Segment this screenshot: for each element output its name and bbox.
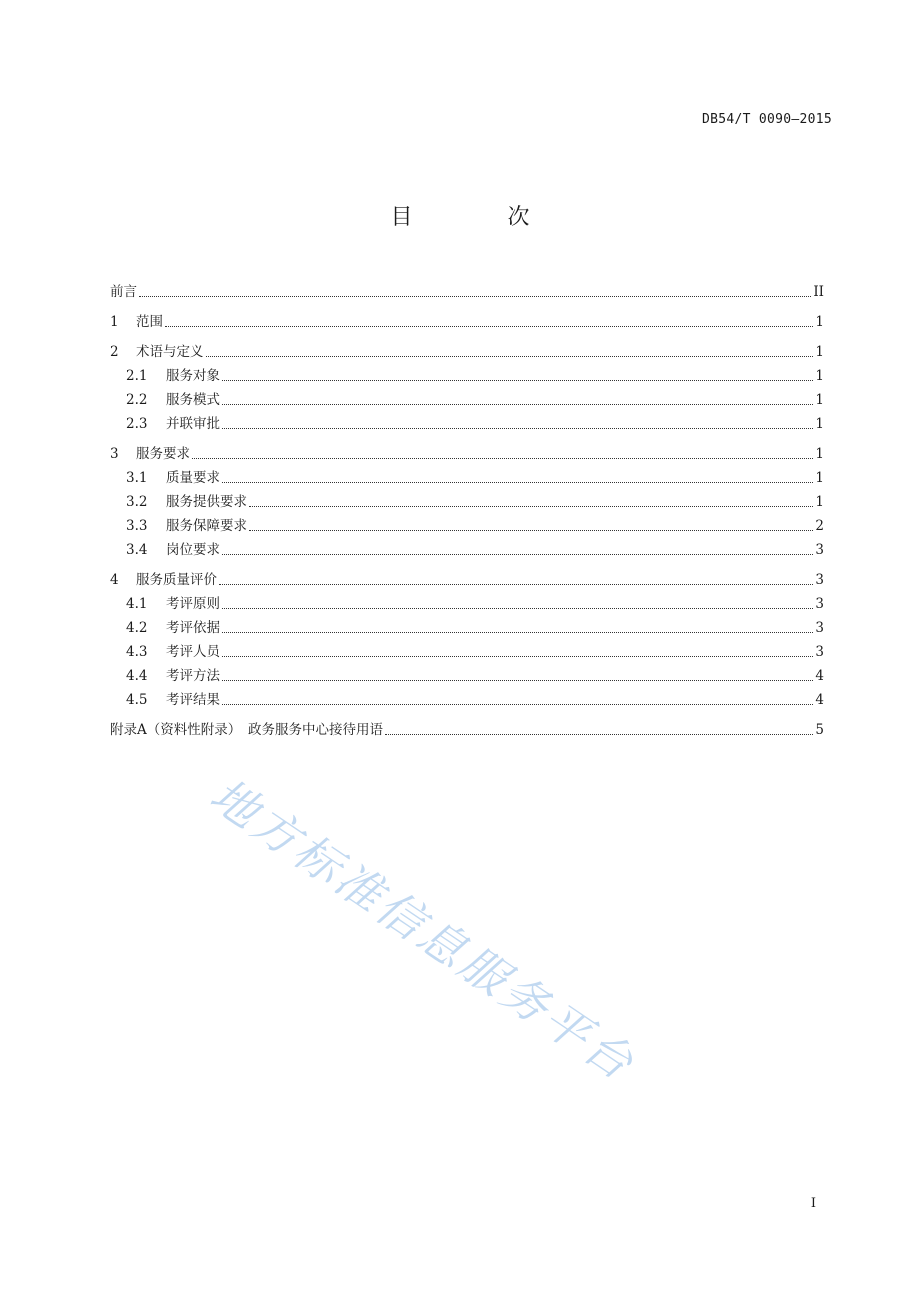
toc-entry[interactable] <box>110 512 824 536</box>
toc-entry-label: 服务提供要求 <box>166 494 247 510</box>
toc-entry[interactable] <box>110 440 824 464</box>
toc-entry-page: 2 <box>815 518 824 534</box>
toc-dot-leader <box>222 380 813 381</box>
toc-entry[interactable] <box>110 464 824 488</box>
toc-entry-number: 2.1 <box>126 368 148 384</box>
toc-entry[interactable] <box>110 488 824 512</box>
toc-entry-page: 3 <box>815 572 824 588</box>
toc-entry-number: 2.2 <box>126 392 148 408</box>
toc-entry-page: 1 <box>815 416 824 432</box>
toc-entry[interactable] <box>110 278 824 302</box>
toc-entry-number: 4.5 <box>126 692 148 708</box>
toc-entry-page: 1 <box>815 368 824 384</box>
toc-entry[interactable] <box>110 686 824 710</box>
toc-entry-number: 4.4 <box>126 668 148 684</box>
toc-entry-number: 3.3 <box>126 518 148 534</box>
toc-entry-number: 4.2 <box>126 620 148 636</box>
document-code: DB54/T 0090—2015 <box>701 112 832 127</box>
toc-entry-number: 2 <box>110 344 119 360</box>
toc-dot-leader <box>206 356 814 357</box>
toc-entry-page: 1 <box>815 344 824 360</box>
toc-dot-leader <box>249 506 813 507</box>
toc-entry[interactable] <box>110 362 824 386</box>
toc-entry-label: 考评人员 <box>166 644 220 660</box>
toc-entry-number: 3 <box>110 446 119 462</box>
toc-entry[interactable] <box>110 590 824 614</box>
toc-entry-label: 考评结果 <box>166 692 220 708</box>
toc-entry-number: 3.4 <box>126 542 148 558</box>
toc-entry-number: 4.3 <box>126 644 148 660</box>
toc-dot-leader <box>222 656 813 657</box>
toc-entry[interactable] <box>110 638 824 662</box>
toc-entry[interactable] <box>110 410 824 434</box>
toc-entry-label: 术语与定义 <box>136 344 204 360</box>
toc-dot-leader <box>222 554 813 555</box>
toc-entry[interactable] <box>110 386 824 410</box>
toc-dot-leader <box>222 482 813 483</box>
toc-entry-label: 服务保障要求 <box>166 518 247 534</box>
toc-entry[interactable] <box>110 614 824 638</box>
toc-entry-number: 2.3 <box>126 416 148 432</box>
toc-entry-label: 服务质量评价 <box>136 572 217 588</box>
toc-entry-page: 1 <box>815 392 824 408</box>
toc-dot-leader <box>385 734 813 735</box>
table-of-contents <box>110 278 824 740</box>
toc-entry-label: 范围 <box>136 314 163 330</box>
toc-entry-label: 考评依据 <box>166 620 220 636</box>
toc-entry-number: 3.2 <box>126 494 148 510</box>
toc-dot-leader <box>219 584 813 585</box>
watermark-text: 地方标准信息服务平台 <box>200 767 646 1092</box>
toc-entry[interactable] <box>110 566 824 590</box>
toc-entry-label: 岗位要求 <box>166 542 220 558</box>
toc-entry[interactable] <box>110 536 824 560</box>
toc-entry-page: 1 <box>815 446 824 462</box>
page-number: I <box>810 1196 816 1211</box>
toc-entry[interactable] <box>110 662 824 686</box>
page-title: 目 次 <box>390 205 574 230</box>
toc-dot-leader <box>222 632 813 633</box>
toc-entry[interactable] <box>110 716 824 740</box>
toc-entry-page: 1 <box>815 494 824 510</box>
toc-dot-leader <box>222 704 813 705</box>
toc-entry-number: 3.1 <box>126 470 148 486</box>
toc-dot-leader <box>222 428 813 429</box>
toc-dot-leader <box>222 404 813 405</box>
toc-entry-page: 4 <box>815 668 824 684</box>
toc-entry-page: 5 <box>815 722 824 738</box>
toc-entry-label: 考评原则 <box>166 596 220 612</box>
toc-entry-label: 前言 <box>110 284 137 300</box>
toc-entry-label: 服务模式 <box>166 392 220 408</box>
toc-entry[interactable] <box>110 308 824 332</box>
toc-entry-number: 4.1 <box>126 596 148 612</box>
toc-entry-page: 1 <box>815 470 824 486</box>
toc-dot-leader <box>222 680 813 681</box>
toc-dot-leader <box>249 530 813 531</box>
toc-entry-number: 4 <box>110 572 119 588</box>
toc-entry-page: 3 <box>815 542 824 558</box>
toc-entry-label: 并联审批 <box>166 416 220 432</box>
toc-entry-page: 1 <box>815 314 824 330</box>
toc-entry-label: 考评方法 <box>166 668 220 684</box>
toc-dot-leader <box>165 326 813 327</box>
toc-entry-label: 服务对象 <box>166 368 220 384</box>
toc-entry-page: 3 <box>815 596 824 612</box>
toc-dot-leader <box>192 458 813 459</box>
toc-entry[interactable] <box>110 338 824 362</box>
toc-entry-label: 质量要求 <box>166 470 220 486</box>
toc-entry-label: 服务要求 <box>136 446 190 462</box>
toc-entry-page: 4 <box>815 692 824 708</box>
toc-entry-label: 附录A（资料性附录） 政务服务中心接待用语 <box>110 722 383 738</box>
toc-dot-leader <box>222 608 813 609</box>
toc-entry-number: 1 <box>110 314 119 330</box>
toc-entry-page: II <box>813 284 824 300</box>
toc-entry-page: 3 <box>815 644 824 660</box>
toc-dot-leader <box>139 296 811 297</box>
toc-entry-page: 3 <box>815 620 824 636</box>
